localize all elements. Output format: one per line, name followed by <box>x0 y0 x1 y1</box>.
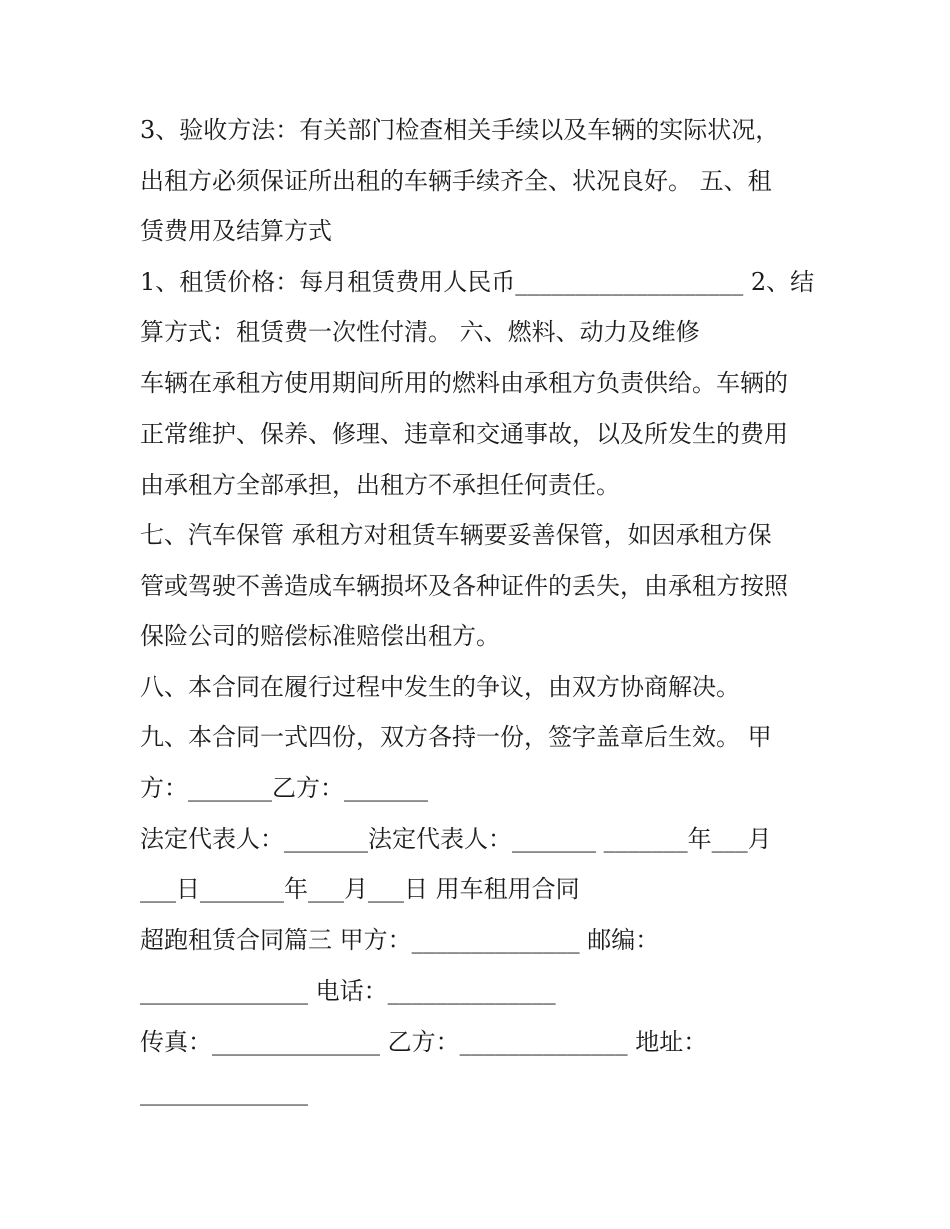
text-line: 超跑租赁合同篇三 甲方：______________ 邮编： <box>140 926 660 954</box>
text-line: ______________ <box>140 1078 308 1106</box>
text-line: 九、本合同一式四份，双方各持一份，签字盖章后生效。 甲 <box>140 723 772 751</box>
text-line: 传真：______________ 乙方：______________ 地址： <box>140 1028 708 1056</box>
text-line: 保险公司的赔偿标准赔偿出租方。 <box>140 622 500 650</box>
text-line: 方：_______乙方：_______ <box>140 774 428 802</box>
text-line: 出租方必须保证所出租的车辆手续齐全、状况良好。 五、租 <box>140 167 772 195</box>
text-line: 法定代表人：_______法定代表人：_______ _______年___月 <box>140 825 772 853</box>
text-line: 七、汽车保管 承租方对租赁车辆要妥善保管，如因承租方保 <box>140 521 772 549</box>
text-line: ___日_______年___月___日 用车租用合同 <box>140 875 580 903</box>
text-line: 算方式：租赁费一次性付清。 六、燃料、动力及维修 <box>140 318 700 346</box>
text-line: 车辆在承租方使用期间所用的燃料由承租方负责供给。车辆的 <box>140 369 788 397</box>
text-line: 赁费用及结算方式 <box>140 217 332 245</box>
text-line: 由承租方全部承担，出租方不承担任何责任。 <box>140 471 620 499</box>
text-line: 3、验收方法：有关部门检查相关手续以及车辆的实际状况， <box>140 116 780 144</box>
text-line: 1、租赁价格：每月租赁费用人民币___________________ 2、结 <box>140 268 815 296</box>
text-line: 正常维护、保养、修理、违章和交通事故，以及所发生的费用 <box>140 420 788 448</box>
text-line: ______________ 电话：______________ <box>140 977 556 1005</box>
text-line: 八、本合同在履行过程中发生的争议，由双方协商解决。 <box>140 673 740 701</box>
text-line: 管或驾驶不善造成车辆损坏及各种证件的丢失，由承租方按照 <box>140 572 788 600</box>
